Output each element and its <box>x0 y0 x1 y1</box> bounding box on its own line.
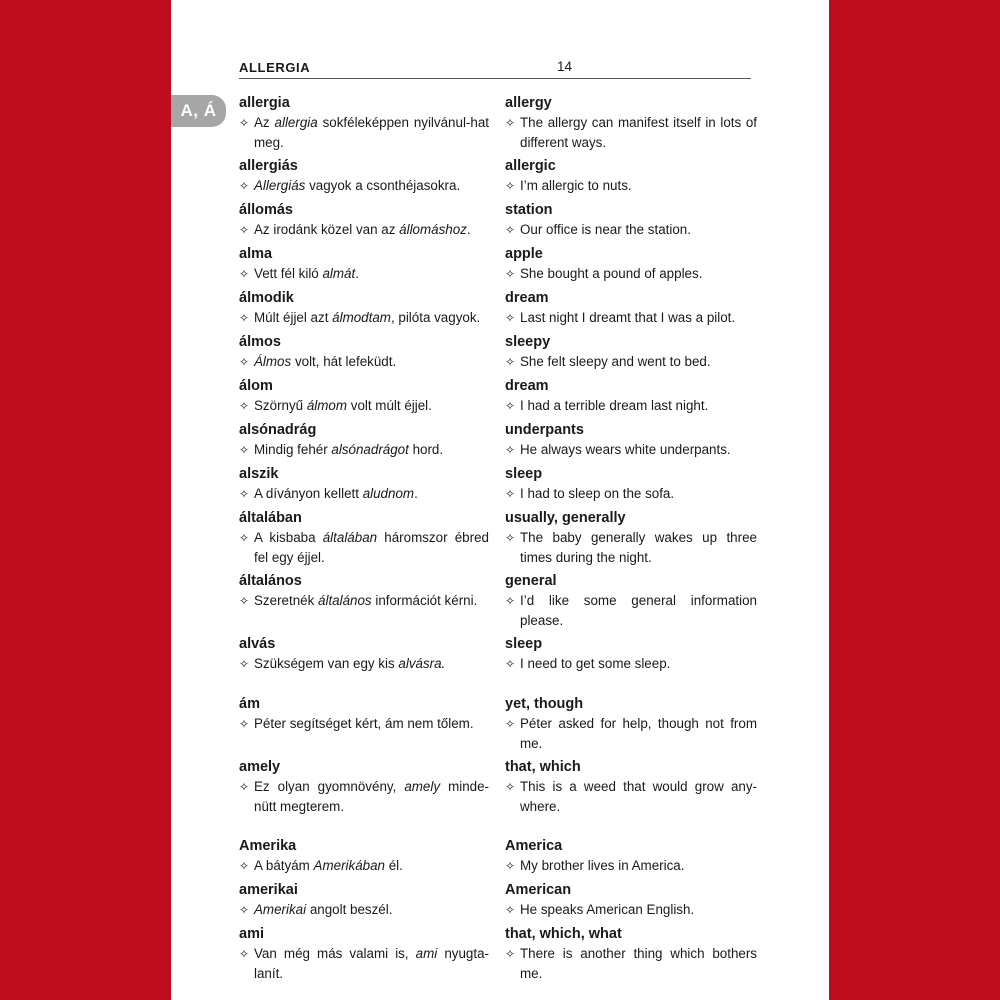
dictionary-entry <box>239 465 489 504</box>
headword: sleep <box>505 466 543 482</box>
example-sentence <box>505 440 757 460</box>
sentence-text: The allergy can manifest itself in lots of different ways. <box>520 115 757 150</box>
highlighted-word: aludnom <box>362 486 415 501</box>
highlighted-word: Allergiás <box>254 178 306 193</box>
headword: alvás <box>239 636 276 652</box>
dictionary-entry <box>505 881 757 920</box>
dictionary-entry <box>239 925 489 983</box>
dictionary-entry <box>239 758 489 816</box>
example-bullet-icon: ✧ <box>505 355 516 369</box>
sentence-text: I’d like some general information please. <box>520 593 757 628</box>
example-sentence <box>239 308 489 328</box>
dictionary-entry <box>505 572 757 630</box>
example-sentence <box>239 944 489 983</box>
example-bullet-icon: ✧ <box>239 657 250 671</box>
dictionary-entry <box>239 837 489 876</box>
example-sentence <box>239 591 489 611</box>
example-bullet-icon: ✧ <box>505 116 516 130</box>
dictionary-entry <box>239 635 489 674</box>
example-sentence <box>505 528 757 567</box>
english-column <box>505 94 757 983</box>
headword: apple <box>505 246 543 262</box>
headword: allergia <box>239 95 290 111</box>
example-bullet-icon: ✧ <box>505 903 516 917</box>
sentence-text: él. <box>385 858 403 873</box>
headword: dream <box>505 378 549 394</box>
example-sentence <box>239 900 489 920</box>
dictionary-entry <box>239 245 489 284</box>
headword: álom <box>239 378 273 394</box>
sentence-text: Our office is near the station. <box>520 222 691 237</box>
sentence-text: Az irodánk közel van az <box>254 222 400 237</box>
example-bullet-icon: ✧ <box>239 223 250 237</box>
dictionary-page <box>171 0 829 1000</box>
headword: that, which <box>505 759 581 775</box>
dictionary-entry <box>239 333 489 372</box>
dictionary-entry <box>239 881 489 920</box>
dictionary-entry <box>505 333 757 372</box>
dictionary-entry <box>505 377 757 416</box>
headword: general <box>505 573 557 589</box>
sentence-text: The baby generally wakes up three times during the night. <box>520 530 757 565</box>
headword: állomás <box>239 202 293 218</box>
sentence-text: She felt sleepy and went to bed. <box>520 354 711 369</box>
example-bullet-icon: ✧ <box>505 531 516 545</box>
dictionary-entry <box>505 758 757 816</box>
highlighted-word: alvásra. <box>398 656 446 671</box>
sentence-text: He always wears white underpants. <box>520 442 731 457</box>
example-sentence <box>239 856 489 876</box>
dictionary-entry <box>505 289 757 328</box>
example-bullet-icon: ✧ <box>239 355 250 369</box>
example-bullet-icon: ✧ <box>239 179 250 193</box>
example-bullet-icon: ✧ <box>505 780 516 794</box>
example-bullet-icon: ✧ <box>505 487 516 501</box>
sentence-text: háromszor ébred fel egy éjjel. <box>254 530 489 565</box>
sentence-text: volt múlt éjjel. <box>347 398 432 413</box>
sentence-text: Péter asked for help, though not from me. <box>520 716 757 751</box>
sentence-text: My brother lives in America. <box>520 858 685 873</box>
highlighted-word: Amerikai <box>254 902 307 917</box>
headword: általános <box>239 573 302 589</box>
dictionary-entry <box>239 289 489 328</box>
example-bullet-icon: ✧ <box>505 594 516 608</box>
hungarian-column <box>239 94 489 983</box>
headword: amely <box>239 759 281 775</box>
sentence-text: sokféleképpen nyilvánul-hat meg. <box>254 115 489 150</box>
example-bullet-icon: ✧ <box>239 531 250 545</box>
example-sentence <box>239 440 489 460</box>
sentence-text: I need to get some sleep. <box>520 656 671 671</box>
sentence-text: , pilóta vagyok. <box>390 310 481 325</box>
dictionary-entry <box>505 635 757 674</box>
sentence-text: A bátyám <box>254 858 314 873</box>
highlighted-word: általános <box>318 593 372 608</box>
example-sentence <box>505 777 757 816</box>
headword: yet, though <box>505 696 584 712</box>
headword: alszik <box>239 466 279 482</box>
example-bullet-icon: ✧ <box>505 267 516 281</box>
headword: underpants <box>505 422 584 438</box>
running-headword: ALLERGIA <box>239 60 311 75</box>
sentence-text: Péter segítséget kért, ám nem tőlem. <box>254 716 474 731</box>
example-sentence <box>505 591 757 630</box>
sentence-text: Szörnyű <box>254 398 307 413</box>
dictionary-entry <box>505 509 757 567</box>
headword: amerikai <box>239 882 298 898</box>
example-bullet-icon: ✧ <box>505 311 516 325</box>
letter-thumb-tab: A, Á <box>171 95 226 127</box>
headword: allergic <box>505 158 556 174</box>
example-bullet-icon: ✧ <box>505 859 516 873</box>
highlighted-word: általában <box>322 530 378 545</box>
example-sentence <box>505 352 757 372</box>
dictionary-entry <box>505 837 757 876</box>
sentence-text: vagyok a csonthéjasokra. <box>305 178 461 193</box>
example-sentence <box>239 484 489 504</box>
dictionary-entry <box>239 377 489 416</box>
headword: álmodik <box>239 290 294 306</box>
example-sentence <box>505 714 757 753</box>
headword: ám <box>239 696 260 712</box>
example-bullet-icon: ✧ <box>239 443 250 457</box>
sentence-text: I had to sleep on the sofa. <box>520 486 675 501</box>
dictionary-entry <box>239 695 489 753</box>
sentence-text: A díványon kellett <box>254 486 363 501</box>
sentence-text: Az <box>254 115 275 130</box>
headword: alma <box>239 246 273 262</box>
dictionary-entry <box>505 421 757 460</box>
example-bullet-icon: ✧ <box>239 487 250 501</box>
sentence-text: There is another thing which bothers me. <box>520 946 757 981</box>
dictionary-entry <box>505 94 757 152</box>
sentence-text: He speaks American English. <box>520 902 695 917</box>
headword: dream <box>505 290 549 306</box>
highlighted-word: ami <box>415 946 438 961</box>
sentence-text: információt kérni. <box>371 593 478 608</box>
example-sentence <box>505 900 757 920</box>
sentence-text: hord. <box>408 442 444 457</box>
dictionary-entry <box>239 509 489 567</box>
example-sentence <box>239 654 489 674</box>
sentence-text: angolt beszél. <box>306 902 393 917</box>
dictionary-entry <box>505 157 757 196</box>
sentence-text: nyugta-lanít. <box>254 946 489 981</box>
sentence-text: minde-nütt megterem. <box>254 779 490 814</box>
dictionary-entry <box>239 94 489 152</box>
example-sentence <box>239 176 489 196</box>
example-bullet-icon: ✧ <box>239 947 250 961</box>
sentence-text: Szükségem van egy kis <box>254 656 399 671</box>
highlighted-word: amely <box>404 779 441 794</box>
example-sentence <box>505 308 757 328</box>
example-sentence <box>505 396 757 416</box>
dictionary-entry <box>239 421 489 460</box>
example-sentence <box>239 220 489 240</box>
headword: ami <box>239 926 264 942</box>
highlighted-word: Álmos <box>254 354 292 369</box>
example-bullet-icon: ✧ <box>239 780 250 794</box>
headword: allergy <box>505 95 552 111</box>
dictionary-entry <box>505 695 757 753</box>
example-bullet-icon: ✧ <box>505 223 516 237</box>
example-sentence <box>505 264 757 284</box>
dictionary-entry <box>505 465 757 504</box>
sentence-text: A kisbaba <box>254 530 323 545</box>
highlighted-word: allergia <box>274 115 318 130</box>
headword: American <box>505 882 572 898</box>
highlighted-word: állomáshoz <box>399 222 467 237</box>
example-sentence <box>505 944 757 983</box>
example-sentence <box>239 528 489 567</box>
dictionary-entry <box>505 245 757 284</box>
headword: that, which, what <box>505 926 622 942</box>
example-bullet-icon: ✧ <box>505 657 516 671</box>
headword: Amerika <box>239 838 297 854</box>
example-sentence <box>239 264 489 284</box>
sentence-text: I’m allergic to nuts. <box>520 178 632 193</box>
example-sentence <box>239 396 489 416</box>
sentence-text: Vett fél kiló <box>254 266 323 281</box>
example-sentence <box>505 176 757 196</box>
highlighted-word: Amerikában <box>313 858 385 873</box>
headword: usually, generally <box>505 510 626 526</box>
example-sentence <box>239 352 489 372</box>
example-sentence <box>505 220 757 240</box>
example-bullet-icon: ✧ <box>239 267 250 281</box>
sentence-text: . <box>414 486 418 501</box>
sentence-text: Szeretnék <box>254 593 319 608</box>
sentence-text: Múlt éjjel azt <box>254 310 333 325</box>
sentence-text: Mindig fehér <box>254 442 332 457</box>
dictionary-entry <box>239 157 489 196</box>
dictionary-entry <box>239 572 489 630</box>
example-bullet-icon: ✧ <box>505 399 516 413</box>
example-bullet-icon: ✧ <box>239 903 250 917</box>
example-sentence <box>239 113 489 152</box>
example-bullet-icon: ✧ <box>505 717 516 731</box>
page-number: 14 <box>557 59 573 74</box>
example-bullet-icon: ✧ <box>239 717 250 731</box>
headword: általában <box>239 510 302 526</box>
sentence-text: . <box>355 266 359 281</box>
highlighted-word: álmom <box>306 398 348 413</box>
example-bullet-icon: ✧ <box>239 594 250 608</box>
sentence-text: Last night I dreamt that I was a pilot. <box>520 310 736 325</box>
headword: America <box>505 838 563 854</box>
headword: sleepy <box>505 334 551 350</box>
sentence-text: I had a terrible dream last night. <box>520 398 709 413</box>
example-bullet-icon: ✧ <box>239 859 250 873</box>
headword: sleep <box>505 636 543 652</box>
example-sentence <box>505 654 757 674</box>
dictionary-entry <box>505 201 757 240</box>
sentence-text: . <box>466 222 471 237</box>
highlighted-word: álmodtam <box>332 310 391 325</box>
highlighted-word: almát <box>322 266 356 281</box>
example-bullet-icon: ✧ <box>239 311 250 325</box>
headword: alsónadrág <box>239 422 317 438</box>
dictionary-entry <box>505 925 757 983</box>
example-bullet-icon: ✧ <box>239 116 250 130</box>
example-bullet-icon: ✧ <box>505 947 516 961</box>
example-sentence <box>505 484 757 504</box>
example-bullet-icon: ✧ <box>505 179 516 193</box>
sentence-text: She bought a pound of apples. <box>520 266 703 281</box>
headword: álmos <box>239 334 281 350</box>
headword: station <box>505 202 553 218</box>
sentence-text: This is a weed that would grow any-where. <box>520 779 757 814</box>
example-sentence <box>239 777 489 816</box>
sentence-text: Van még más valami is, <box>254 946 416 961</box>
running-head <box>239 58 751 79</box>
sentence-text: Ez olyan gyomnövény, <box>254 779 405 794</box>
example-sentence <box>505 113 757 152</box>
example-bullet-icon: ✧ <box>505 443 516 457</box>
headword: allergiás <box>239 158 298 174</box>
sentence-text: volt, hát lefeküdt. <box>291 354 397 369</box>
dictionary-entry <box>239 201 489 240</box>
example-bullet-icon: ✧ <box>239 399 250 413</box>
example-sentence <box>239 714 489 734</box>
highlighted-word: alsónadrágot <box>331 442 409 457</box>
example-sentence <box>505 856 757 876</box>
